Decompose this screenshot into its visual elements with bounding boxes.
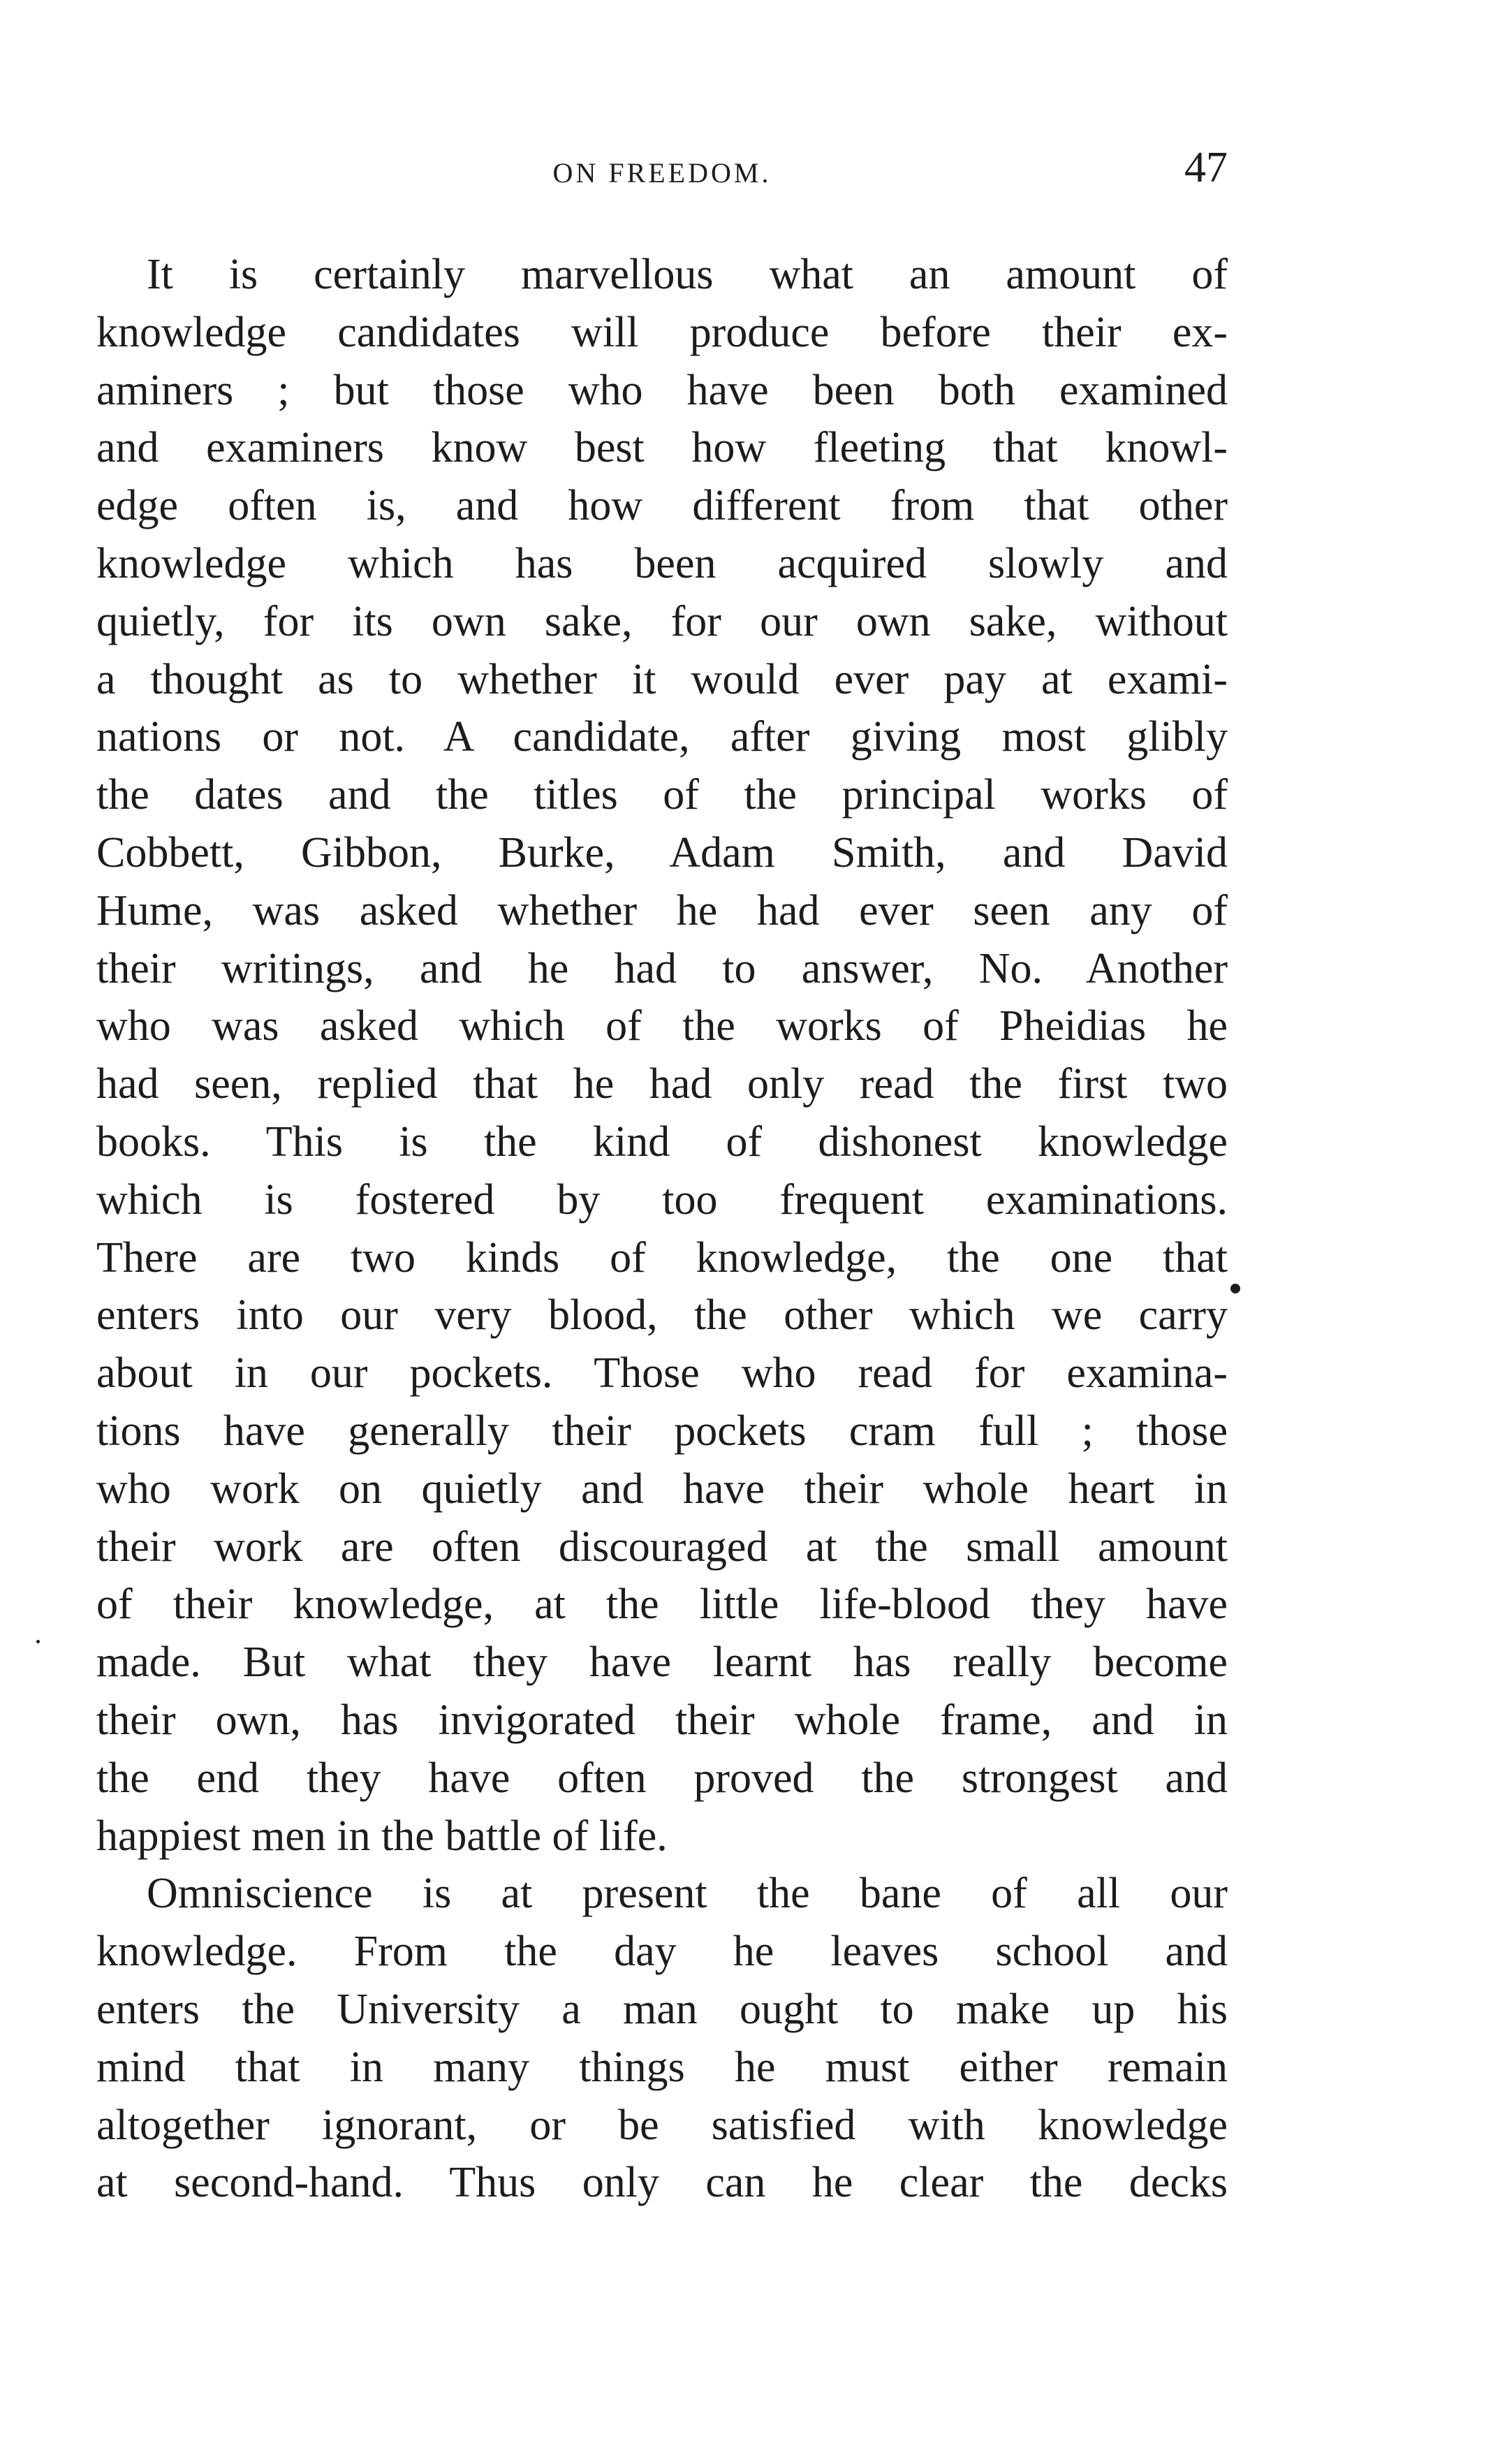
text-line: about in our pockets. Those who read for examina- — [96, 1349, 1228, 1398]
text-line: There are two kinds of knowledge, the one that — [96, 1233, 1228, 1282]
text-line: a thought as to whether it would ever pay at exami- — [96, 655, 1228, 703]
page-number: 47 — [1184, 144, 1228, 191]
text-line: made. But what they have learnt has really become — [96, 1638, 1228, 1687]
text-line: edge often is, and how different from that other — [96, 482, 1228, 530]
text-line: aminers ; but those who have been both examined — [96, 366, 1228, 414]
text-line: and examiners know best how fleeting that knowl- — [96, 424, 1228, 472]
text-line: had seen, replied that he had only read the first two — [96, 1060, 1228, 1108]
running-title: ON FREEDOM. — [552, 157, 772, 189]
paragraph-1 — [96, 246, 1228, 1865]
text-line: their writings, and he had to answer, No. Another — [96, 944, 1228, 992]
text-line: enters the University a man ought to make up his — [96, 1985, 1228, 2033]
text-line: knowledge which has been acquired slowly and — [96, 539, 1228, 587]
text-line: knowledge. From the day he leaves school and — [96, 1928, 1228, 1976]
text-line: quietly, for its own sake, for our own sake, without — [96, 597, 1228, 645]
text-line: tions have generally their pockets cram full ; those — [96, 1407, 1228, 1455]
text-line: books. This is the kind of dishonest knowledge — [96, 1117, 1228, 1166]
text-line: of their knowledge, at the little life-blood they have — [96, 1581, 1228, 1629]
text-line: happiest men in the battle of life. — [96, 1812, 668, 1860]
text-line: their own, has invigorated their whole frame, and in — [96, 1696, 1228, 1744]
text-line: altogether ignorant, or be satisfied with knowledge — [96, 2101, 1228, 2149]
ink-speck — [36, 1640, 40, 1643]
running-head — [96, 143, 1228, 199]
paragraph-2 — [96, 1865, 1228, 2212]
text-line: who work on quietly and have their whole heart in — [96, 1465, 1228, 1513]
text-line: their work are often discouraged at the small amount — [96, 1523, 1228, 1571]
text-line: nations or not. A candidate, after giving most glibly — [96, 713, 1228, 761]
text-line: knowledge candidates will produce before their ex- — [96, 308, 1228, 356]
text-line: which is fostered by too frequent examinations. — [96, 1175, 1228, 1224]
text-line: Cobbett, Gibbon, Burke, Adam Smith, and David — [96, 828, 1228, 877]
text-line: Hume, was asked whether he had ever seen any of — [96, 886, 1228, 934]
text-line: the dates and the titles of the principal works of — [96, 771, 1228, 819]
text-line: Omniscience is at present the bane of all our — [147, 1870, 1228, 1918]
text-line: the end they have often proved the strongest and — [96, 1754, 1228, 1802]
body-text — [96, 246, 1228, 2212]
ink-speck — [1230, 1284, 1240, 1293]
text-line: It is certainly marvellous what an amount of — [147, 251, 1228, 298]
text-line: enters into our very blood, the other which we carry — [96, 1291, 1228, 1340]
text-line: who was asked which of the works of Pheidias he — [96, 1002, 1228, 1050]
text-line: at second-hand. Thus only can he clear the decks — [96, 2159, 1228, 2207]
text-line: mind that in many things he must either remain — [96, 2043, 1228, 2091]
